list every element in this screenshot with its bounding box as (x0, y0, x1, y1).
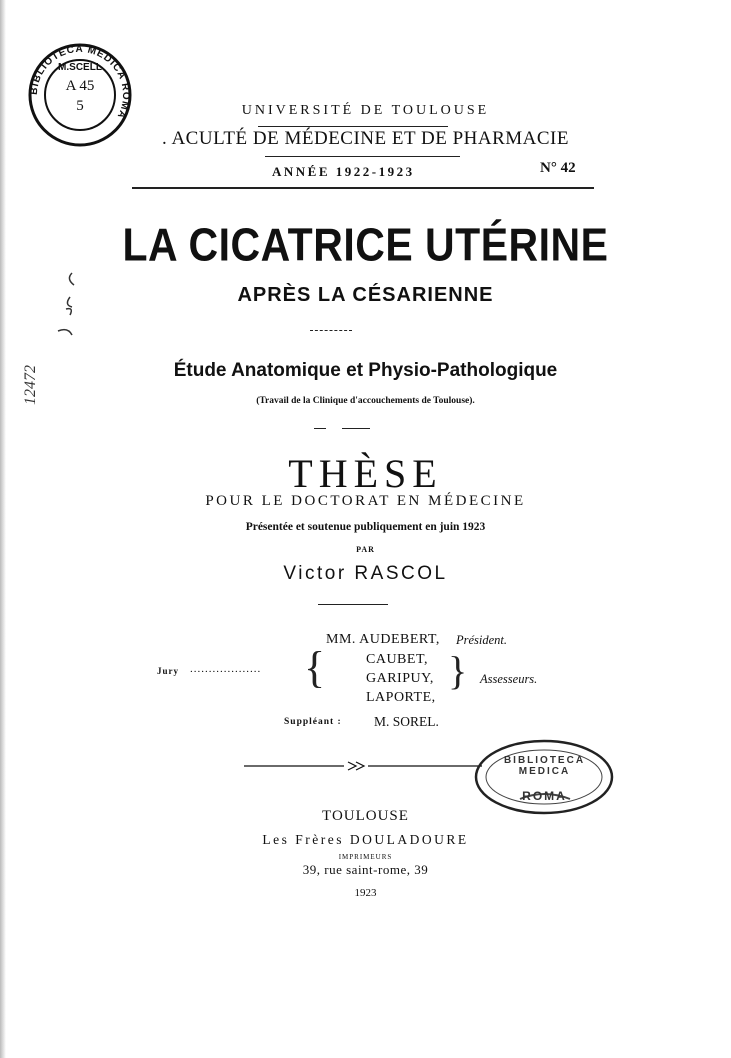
stamp-ring-text: BIBLIOTECA MEDICA ROMA (28, 43, 132, 121)
ornamental-divider (244, 758, 484, 774)
jury-label: Jury (157, 666, 179, 676)
margin-handwritten-note: 12472 (22, 365, 39, 405)
main-title: LA CICATRICE UTÉRINE (122, 219, 609, 271)
these-heading: THÈSE (288, 451, 443, 496)
study-subtitle: Étude Anatomique et Physio-Pathologique (173, 360, 558, 381)
suppleant-name: M. SOREL. (374, 714, 439, 729)
imprint-printer: Les Frères DOULADOURE (262, 832, 469, 847)
stamp-oval-icon (472, 737, 617, 817)
jury-leader-dots: ................... (190, 663, 262, 675)
stamp-line-1: M.SCELL (58, 62, 102, 73)
jury-left-brace: { (304, 643, 326, 692)
imprint-imprimeurs: IMPRIMEURS (338, 853, 393, 861)
right-stamp-bottom-text: ROMA (522, 789, 567, 803)
jury-assessor-1: CAUBET, (366, 652, 428, 667)
header-rule-2 (265, 156, 460, 157)
academic-year: ANNÉE 1922-1923 (272, 164, 415, 179)
page-edge-shadow (0, 0, 6, 1058)
author-rule (318, 604, 388, 605)
header-rule-1 (258, 126, 448, 127)
ornament-rule-a (314, 428, 326, 429)
doctorate-line: POUR LE DOCTORAT EN MÉDECINE (205, 493, 526, 509)
jury-assessors-role: Assesseurs. (480, 672, 538, 686)
imprint-address: 39, rue saint-rome, 39 (302, 862, 429, 877)
jury-assessor-brace: } (448, 648, 468, 693)
imprint-year: 1923 (354, 887, 377, 899)
title-ornament-rule (310, 330, 352, 331)
imprint-city: TOULOUSE (322, 808, 409, 824)
jury-assessor-3: LAPORTE, (366, 690, 436, 705)
presented-line: Présentée et soutenue publiquement en juin 1923 (245, 521, 486, 533)
scribble-icon (40, 265, 85, 365)
library-stamp-right (472, 737, 617, 817)
margin-scribbles (40, 265, 85, 365)
divider-ornament-icon (244, 758, 484, 774)
right-stamp-top-text: BIBLIOTECA MEDICA (503, 755, 586, 777)
suppleant-label: Suppléant : (284, 717, 342, 727)
university-name: UNIVERSITÉ DE TOULOUSE (241, 103, 490, 118)
jury-president-name: MM. AUDEBERT, (326, 632, 440, 647)
jury-president-role: Président. (456, 633, 508, 647)
header-rule-3 (132, 187, 594, 189)
main-subtitle: APRÈS LA CÉSARIENNE (237, 284, 494, 306)
stamp-line-2: A 45 (65, 78, 95, 94)
clinic-note: (Travail de la Clinique d'accouchements de Toulouse). (256, 396, 475, 406)
thesis-number: N° 42 (540, 160, 576, 176)
par-label: PAR (356, 545, 375, 554)
faculty-name: . ACULTÉ DE MÉDECINE ET DE PHARMACIE (162, 128, 569, 149)
stamp-line-3: 5 (76, 98, 84, 114)
author-name: Victor RASCOL (283, 563, 448, 584)
jury-assessor-2: GARIPUY, (366, 671, 434, 686)
ornament-rule-b (342, 428, 370, 429)
